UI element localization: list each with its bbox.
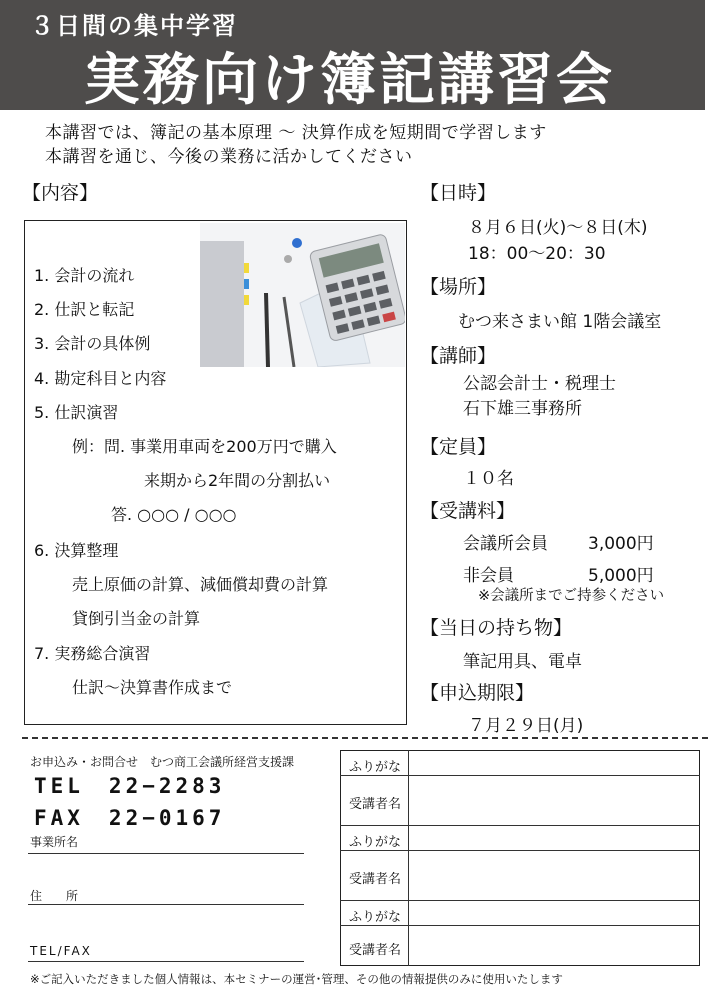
- content-item: 仕訳〜決算書作成まで: [72, 678, 233, 697]
- privacy-note: ※ご記入いただきました個人情報は、本セミナーの運営･管理、その他の情報提供のみに使用いたします: [30, 972, 563, 986]
- content-item: 1. 会計の流れ: [34, 266, 135, 285]
- telfax-field[interactable]: [28, 961, 304, 962]
- date-line-1: ８月６日(火)〜８日(木): [468, 218, 648, 238]
- table-divider: [408, 750, 409, 966]
- content-item: 3. 会計の具体例: [34, 334, 151, 353]
- deadline-value: ７月２９日(月): [468, 716, 584, 736]
- office-label: 事業所名: [30, 835, 79, 849]
- date-line-2: 18：00〜20：30: [468, 244, 606, 264]
- content-item: 6. 決算整理: [34, 541, 119, 560]
- capacity-value: １０名: [463, 469, 514, 489]
- furigana-field-1[interactable]: [410, 751, 698, 775]
- content-item: 答. ○○○ / ○○○: [111, 505, 237, 524]
- furigana-field-3[interactable]: [410, 901, 698, 925]
- attendee-name-field-1[interactable]: [410, 776, 698, 825]
- content-item: 5. 仕訳演習: [34, 403, 119, 422]
- furigana-label: ふりがな: [348, 760, 401, 775]
- tel-number: TEL 22−2283: [34, 774, 226, 798]
- content-item: 売上原価の計算、減価償却費の計算: [72, 575, 329, 594]
- page-title: 実務向け簿記講習会: [84, 48, 615, 113]
- capacity-heading: 【定員】: [420, 436, 497, 458]
- attendee-name-label: 受講者名: [348, 872, 401, 887]
- address-field[interactable]: [28, 904, 304, 905]
- lecturer-line-2: 石下雄三事務所: [463, 399, 582, 419]
- content-item: 貸倒引当金の計算: [72, 609, 201, 628]
- content-item: 7. 実務総合演習: [34, 644, 151, 663]
- fee-member-value: 3,000円: [588, 534, 654, 554]
- content-item: 例：問. 事業用車両を200万円で購入: [72, 437, 337, 456]
- furigana-field-2[interactable]: [410, 826, 698, 850]
- attendee-name-label: 受講者名: [348, 943, 401, 958]
- date-heading: 【日時】: [420, 182, 497, 204]
- telfax-label: TEL/FAX: [30, 944, 92, 958]
- content-item: 2. 仕訳と転記: [34, 300, 135, 319]
- fee-nonmember-label: 非会員: [463, 566, 514, 586]
- cut-line: [22, 737, 708, 739]
- intro-line-2: 本講習を通じ、今後の業務に活かしてください: [45, 147, 413, 167]
- fee-heading: 【受講料】: [420, 500, 516, 522]
- lecturer-heading: 【講師】: [420, 345, 497, 367]
- content-item: 4. 勘定科目と内容: [34, 369, 167, 388]
- furigana-label: ふりがな: [348, 910, 401, 925]
- bring-heading: 【当日の持ち物】: [420, 617, 573, 639]
- lecturer-line-1: 公認会計士・税理士: [463, 374, 616, 394]
- place-heading: 【場所】: [420, 276, 497, 298]
- content-heading: 【内容】: [22, 182, 99, 204]
- calculator-photo: [200, 223, 405, 367]
- deadline-heading: 【申込期限】: [420, 682, 535, 704]
- fee-note: ※会議所までご持参ください: [478, 588, 665, 604]
- furigana-label: ふりがな: [348, 835, 401, 850]
- attendee-name-field-2[interactable]: [410, 851, 698, 900]
- intro-line-1: 本講習では、簿記の基本原理 〜 決算作成を短期間で学習します: [45, 123, 547, 143]
- fee-nonmember-value: 5,000円: [588, 566, 654, 586]
- office-field[interactable]: [28, 853, 304, 854]
- fee-member-label: 会議所会員: [463, 534, 548, 554]
- content-item: 来期から2年間の分割払い: [144, 471, 331, 490]
- attendee-name-field-3[interactable]: [410, 926, 698, 964]
- bring-value: 筆記用具、電卓: [463, 652, 582, 672]
- place-value: むつ来さまい館 1階会議室: [458, 312, 662, 332]
- attendee-name-label: 受講者名: [348, 797, 401, 812]
- subtitle: ３日間の集中学習: [30, 12, 238, 40]
- contact-line: お申込み・お問合せ むつ商工会議所経営支援課: [30, 755, 295, 769]
- address-label: 住 所: [30, 889, 79, 903]
- fax-number: FAX 22−0167: [34, 806, 226, 830]
